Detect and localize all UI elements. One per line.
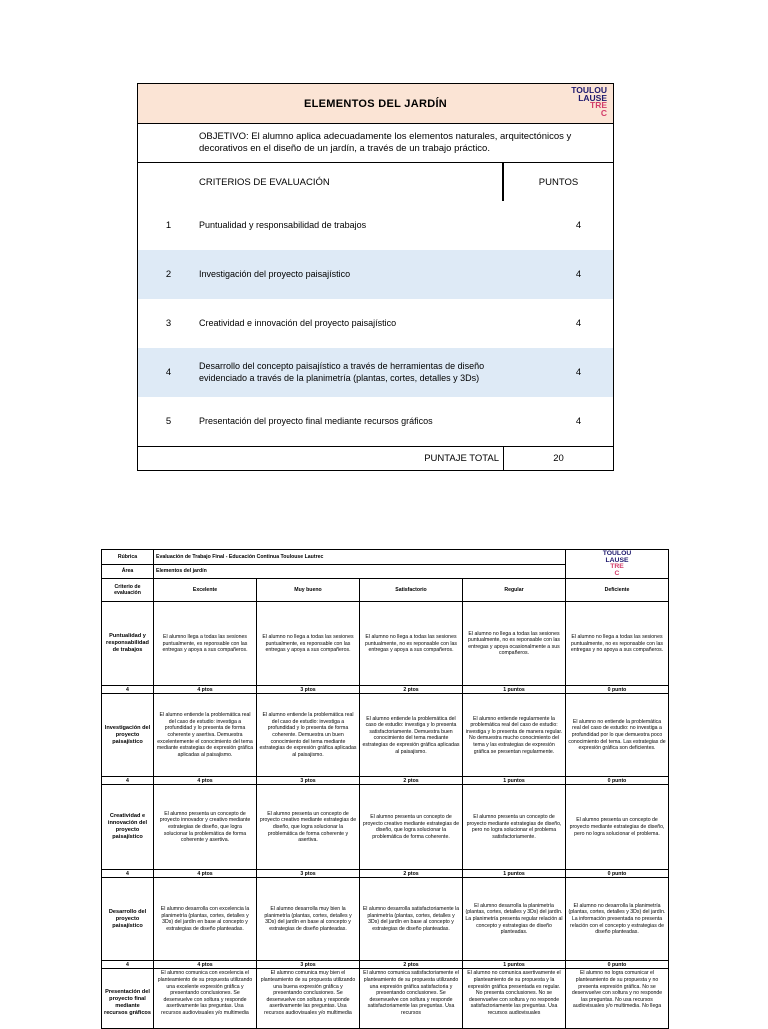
score-regular: 1 puntos [463,870,566,878]
criterion-points: 4 [575,367,582,378]
rubric-title-row [102,550,669,565]
score-regular: 1 puntos [463,961,566,969]
summary-table [137,83,614,471]
rubric-cell: El alumno desarrolla muy bien la planimetría (plantas, cortes, detalles y 3Ds) del jardín en base al concepto y estrategias de diseño planteadas. [257,878,360,961]
total-row [138,446,613,470]
criterion-row [138,201,613,250]
rubric-cell: El alumno entiende la problemática del caso de estudio: investiga y lo presenta satisfactoriamente. Demuestra buen conocimiento del tema mediante estrategias de expresión gráfica aplicadas al paisajismo. [360,694,463,777]
rubric-criterion: Desarrollo del proyecto paisajístico [102,878,154,961]
rubric-cell: El alumno comunica muy bien el planteamiento de su propuesta utilizando una buena expresión gráfica y presentando conclusiones. Se desenvuelve con soltura y responde asertivamente las preguntas. Usa recursos audiovisuales y/o multimedia [257,969,360,1029]
rubrica-value: Evaluación de Trabajo Final - Educación Continua Toulouse Lautrec [154,550,566,565]
rubric-cell: El alumno entiende la problemática real del caso de estudio: investiga a profundidad y lo presenta de forma coherente y asertiva. Demuestra excelentemente el conocimiento del tema mediante estrategias de expresión gráfica aplicadas al paisajismo. [154,694,257,777]
score-deficiente: 0 punto [566,686,669,694]
score-excelente: 4 ptos [154,777,257,785]
summary-title: ELEMENTOS DEL JARDÍN [303,97,448,110]
rubric-criterion: Investigación del proyecto paisajístico [102,694,154,777]
score-muy-bueno: 3 ptos [257,777,360,785]
score-excelente: 4 ptos [154,686,257,694]
logo-line-3: TRE [590,100,607,110]
rubrica-label: Rúbrica [102,550,154,565]
criterion-number: 1 [165,220,172,231]
score-satisfactorio: 2 ptos [360,961,463,969]
criterion-points: 4 [575,416,582,427]
criterion-number: 5 [165,416,172,427]
criterion-points: 4 [575,269,582,280]
logo-line-2: LAUSE [605,556,629,564]
level-excelente: Excelente [154,579,257,602]
rubric-score: 4 [102,961,154,969]
rubric-logo [566,550,669,579]
score-muy-bueno: 3 ptos [257,961,360,969]
rubric-cell: El alumno presenta un concepto de proyecto mediante estrategias de diseño, pero no logra solucionar el problema. [566,785,669,870]
rubric-cell: El alumno entiende regularmente la problemática real del caso de estudio: investiga y lo presenta de manera regular. No demuestra mucho conocimiento del tema y las estrategias de expresión gráfica se presentan regularmente. [463,694,566,777]
criterion-points: 4 [575,220,582,231]
criterion-row [138,397,613,446]
rubric-cell: El alumno no llega a todas las sesiones puntualmente, es reponsable con las entregas y apoya a sus compañeros. [257,602,360,686]
score-deficiente: 0 punto [566,961,669,969]
rubric-criterion-row [102,785,669,870]
score-excelente: 4 ptos [154,870,257,878]
rubric-header-row [102,579,669,602]
rubric-cell: El alumno no logra comunicar el planteamiento de su propuesta y no presenta expresión gráfica. No se desenvuelve con soltura y no responde las preguntas. No usa recursos audiovisuales y/o multimedia. No llega [566,969,669,1029]
criterion-text: Desarrollo del concepto paisajístico a través de herramientas de diseño evidenciado a través de la planimetría (plantas, cortes, detalles y 3Ds) [199,361,485,383]
criteria-header: CRITERIOS DE EVALUACIÓN [138,163,504,201]
total-label: PUNTAJE TOTAL [138,447,504,470]
area-value: Elementos del jardín [154,564,566,579]
rubric-cell: El alumno no desarrolla la planimetría (plantas, cortes, detalles y 3Ds) del jardín. La información presentada no presenta relación con el concepto y estrategias de diseño planteadas. [566,878,669,961]
logo-line-1: TOULOU [571,85,607,95]
rubric-cell: El alumno llega a todas las sesiones puntualmente, es reponsable con las entregas y apoya a sus compañeros. [154,602,257,686]
rubric-criterion: Puntualidad y responsabilidad de trabajos [102,602,154,686]
level-satisfactorio: Satisfactorio [360,579,463,602]
rubric-criterion-row [102,969,669,1029]
rubric-score-row [102,870,669,878]
rubric-cell: El alumno no llega a todas las sesiones puntualmente, no es reponsable con las entregas y no apoya a sus compañeros. [566,602,669,686]
rubric-score-row [102,686,669,694]
score-regular: 1 puntos [463,777,566,785]
rubric-criterion: Presentación del proyecto final mediante recursos gráficos [102,969,154,1029]
criterion-text: Presentación del proyecto final mediante recursos gráficos [199,415,433,426]
summary-header [138,84,613,123]
criterion-row [138,348,613,397]
criterion-text: Investigación del proyecto paisajístico [199,268,351,279]
criterion-text: Creatividad e innovación del proyecto paisajístico [199,317,397,328]
objective: OBJETIVO: El alumno aplica adecuadamente los elementos naturales, arquitectónicos y decorativos en el diseño de un jardín, a través de un trabajo práctico. [138,123,613,162]
rubric-score: 4 [102,777,154,785]
rubric-cell: El alumno desarrolla satisfactoriamente la planimetría (plantas, cortes, detalles y 3Ds) del jardín en base al concepto y estrategias de diseño planteadas. [360,878,463,961]
rubric-cell: El alumno presenta un concepto de proyecto innovador y creativo mediante estrategias de diseño, que logra solucionar la problemática de forma coherente y asertiva. [154,785,257,870]
criterion-number: 3 [165,318,172,329]
score-muy-bueno: 3 ptos [257,686,360,694]
criteria-header-row [138,162,613,201]
score-satisfactorio: 2 ptos [360,870,463,878]
logo-line-4: C [600,107,607,118]
rubric-cell: El alumno desarrolla con excelencia la planimetría (plantas, cortes, detalles y 3Ds) del jardín en base al concepto y estrategias de diseño planteadas. [154,878,257,961]
logo-line-4: C [614,569,620,577]
rubric-cell: El alumno entiende la problemática real del caso de estudio: investiga a profundidad y lo presenta de forma coherente. Demuestra un buen conocimiento del tema mediante estrategias de expresión gráfica aplicadas al paisajismo. [257,694,360,777]
rubric-score: 4 [102,870,154,878]
total-value: 20 [553,453,564,464]
score-excelente: 4 ptos [154,961,257,969]
rubric-score: 4 [102,686,154,694]
score-muy-bueno: 3 ptos [257,870,360,878]
rubric-table [101,549,669,1029]
logo-line-2: LAUSE [578,92,607,103]
rubric-cell: El alumno presenta un concepto de proyecto creativo mediante estrategias de diseño, que logra solucionar la problemática de forma coherente y asertiva. [257,785,360,870]
level-deficiente: Deficiente [566,579,669,602]
rubric-cell: El alumno no comunica asertivamente el planteamiento de su propuesta y la expresión gráfica presentada es regular. No presenta conclusiones. No se desenvuelve con soltura y no responde satisfactoriamente las preguntas. Usa recursos audiovisuales [463,969,566,1029]
level-regular: Regular [463,579,566,602]
area-label: Área [102,564,154,579]
logo-line-3: TRE [610,563,624,571]
rubric-score-row [102,961,669,969]
logo-line-1: TOULOU [602,550,632,557]
rubric-cell: El alumno comunica satisfactoriamente el planteamiento de su propuesta utilizando una expresión gráfica satisfactoria y presentando conclusiones. Se desenvuelve con soltura y responde satisfactoriamente las preguntas. Usa recursos [360,969,463,1029]
rubric-criterion-row [102,602,669,686]
criterio-header: Criterio de evaluación [102,579,154,602]
score-satisfactorio: 2 ptos [360,777,463,785]
criterion-points: 4 [575,318,582,329]
score-satisfactorio: 2 ptos [360,686,463,694]
score-regular: 1 puntos [463,686,566,694]
criterion-number: 4 [165,367,172,378]
level-muy-bueno: Muy bueno [257,579,360,602]
points-header: PUNTOS [538,176,579,188]
score-deficiente: 0 punto [566,777,669,785]
rubric-cell: El alumno presenta un concepto de proyecto mediante estrategias de diseño, pero no logra solucionar el problema satisfactoriamente. [463,785,566,870]
criterion-row [138,299,613,348]
rubric-cell: El alumno comunica con excelencia el planteamiento de su propuesta utilizando una excelente expresión gráfica y presentando conclusiones. Se desenvuelve con soltura y responde asertivamente las preguntas. Usa recursos audiovisuales y/o multimedia [154,969,257,1029]
rubric-criterion-row [102,694,669,777]
rubric-criterion: Creatividad e innovación del proyecto paisajístico [102,785,154,870]
rubric-cell: El alumno no entiende la problemática real del caso de estudio: no investiga a profundidad por lo que demuestra poco conocimiento del tema. Las estrategias de expresión gráfica son deficientes. [566,694,669,777]
rubric-criterion-row [102,878,669,961]
rubric-score-row [102,777,669,785]
criterion-text: Puntualidad y responsabilidad de trabajos [199,219,367,230]
criterion-number: 2 [165,269,172,280]
rubric-cell: El alumno no llega a todas las sesiones puntualmente, no es reponsable con las entregas y apoya ocasionalmente a sus compañeros. [463,602,566,686]
rubric-cell: El alumno desarrolla la planimetría (plantas, cortes, detalles y 3Ds) del jardín. La planimetría presenta regular relación al concepto y estrategias de diseño planteadas. [463,878,566,961]
criterion-row [138,250,613,299]
rubric-cell: El alumno no llega a todas las sesiones puntualmente, no es reponsable con las entregas y apoya a sus compañeros. [360,602,463,686]
score-deficiente: 0 punto [566,870,669,878]
toulouse-logo [563,87,607,117]
rubric-cell: El alumno presenta un concepto de proyecto creativo mediante estrategias de diseño, que logra solucionar la problemática de forma coherente. [360,785,463,870]
